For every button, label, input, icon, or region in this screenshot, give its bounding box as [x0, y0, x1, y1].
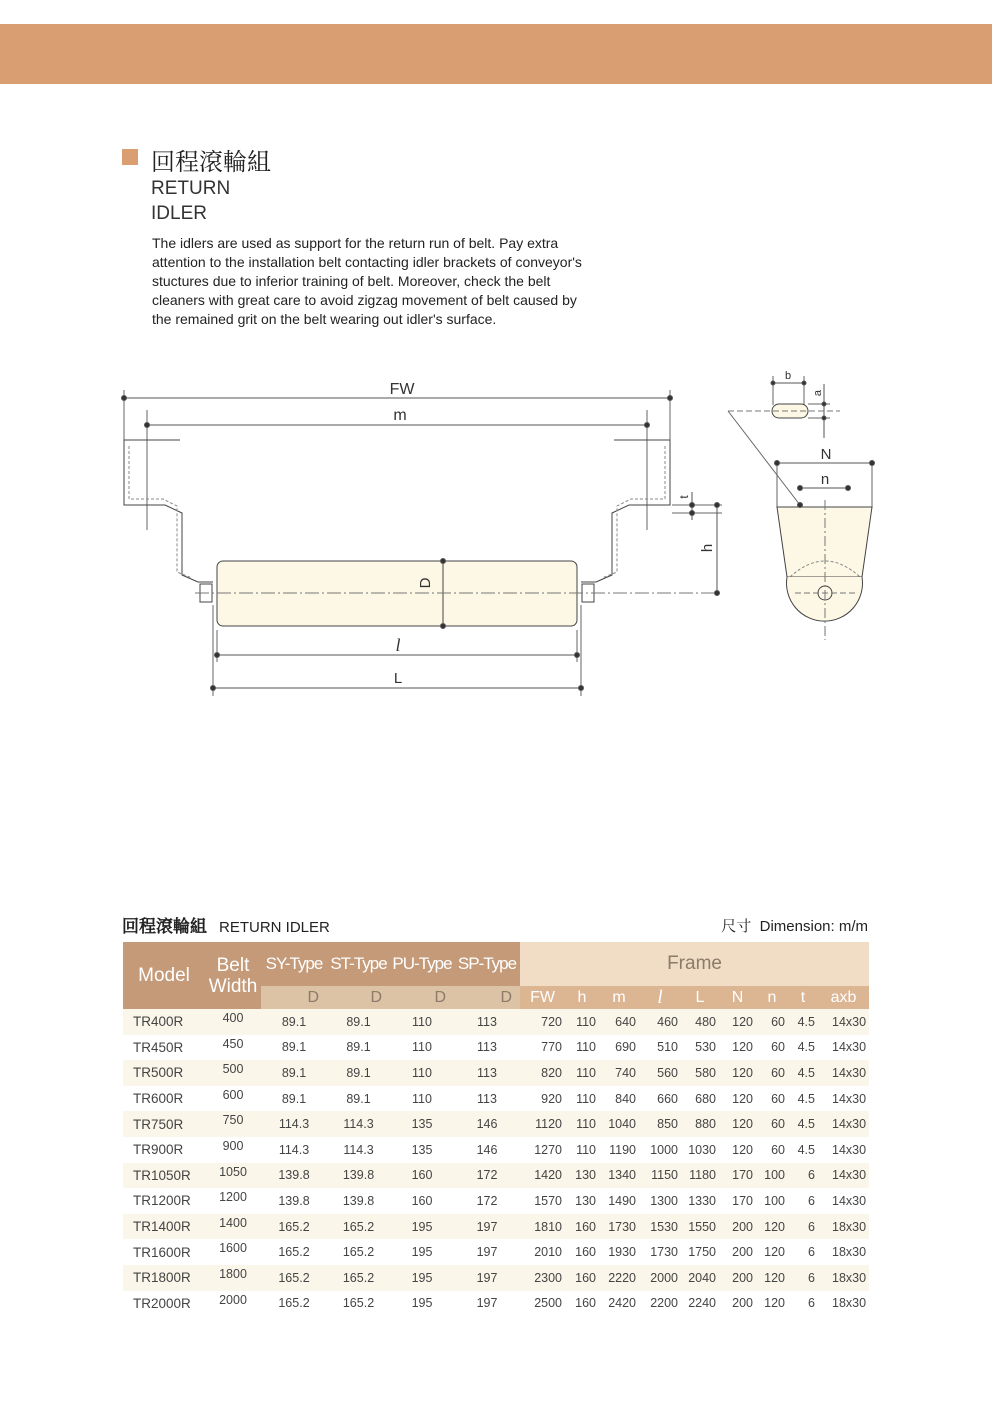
- cell-L: 1550: [681, 1214, 719, 1240]
- cell-l: 1000: [639, 1137, 681, 1163]
- cell-t: 4.5: [788, 1009, 818, 1035]
- cell-N: 170: [719, 1188, 756, 1214]
- cell-l: 1150: [639, 1163, 681, 1189]
- cell-sp-d: 146: [454, 1137, 520, 1163]
- top-accent-bar: [0, 24, 992, 84]
- cell-h: 130: [565, 1188, 599, 1214]
- cell-l: 2200: [639, 1291, 681, 1317]
- header-belt-line1: Belt: [216, 954, 250, 976]
- cell-axb: 14x30: [818, 1060, 869, 1086]
- label-N: N: [820, 446, 832, 463]
- cell-n: 100: [756, 1188, 788, 1214]
- cell-N: 120: [719, 1060, 756, 1086]
- cell-n: 120: [756, 1214, 788, 1240]
- cell-L: 1180: [681, 1163, 719, 1189]
- header-sp-d: D: [454, 986, 520, 1009]
- cell-h: 130: [565, 1163, 599, 1189]
- cell-N: 200: [719, 1265, 756, 1291]
- cell-sy-d: 89.1: [261, 1035, 327, 1061]
- cell-sy-d: 165.2: [261, 1291, 327, 1317]
- cell-h: 160: [565, 1265, 599, 1291]
- cell-belt-width: 450: [205, 1035, 261, 1061]
- cell-h: 110: [565, 1035, 599, 1061]
- cell-n: 60: [756, 1111, 788, 1137]
- cell-axb: 14x30: [818, 1086, 869, 1112]
- table-caption-en: RETURN IDLER: [219, 919, 330, 936]
- cell-L: 2240: [681, 1291, 719, 1317]
- section-square-icon: [122, 149, 138, 165]
- section-title-en-line1: RETURN: [151, 178, 231, 199]
- cell-fw: 1120: [520, 1111, 565, 1137]
- cell-axb: 14x30: [818, 1137, 869, 1163]
- cell-model: TR1050R: [123, 1163, 205, 1189]
- section-description: [152, 234, 652, 329]
- cell-m: 690: [599, 1035, 639, 1061]
- cell-t: 6: [788, 1291, 818, 1317]
- cell-t: 6: [788, 1265, 818, 1291]
- cell-sy-d: 89.1: [261, 1060, 327, 1086]
- cell-N: 200: [719, 1291, 756, 1317]
- cell-sp-d: 113: [454, 1060, 520, 1086]
- cell-sp-d: 113: [454, 1086, 520, 1112]
- cell-n: 60: [756, 1086, 788, 1112]
- dimension-unit-en: Dimension: m/m: [759, 918, 868, 935]
- cell-model: TR450R: [123, 1035, 205, 1061]
- cell-m: 1930: [599, 1239, 639, 1265]
- table-row: [123, 1111, 869, 1137]
- cell-l: 560: [639, 1060, 681, 1086]
- header-st-type: ST-Type: [327, 942, 390, 986]
- cell-sy-d: 165.2: [261, 1265, 327, 1291]
- cell-N: 120: [719, 1137, 756, 1163]
- cell-sp-d: 113: [454, 1009, 520, 1035]
- cell-n: 120: [756, 1265, 788, 1291]
- header-frame-t: t: [788, 986, 818, 1009]
- cell-m: 640: [599, 1009, 639, 1035]
- cell-L: 1750: [681, 1239, 719, 1265]
- cell-belt-width: 1050: [205, 1163, 261, 1189]
- label-m: m: [393, 407, 407, 424]
- cell-L: 480: [681, 1009, 719, 1035]
- cell-st-d: 114.3: [327, 1137, 390, 1163]
- cell-m: 840: [599, 1086, 639, 1112]
- cell-N: 120: [719, 1086, 756, 1112]
- cell-pu-d: 195: [390, 1265, 454, 1291]
- table-row: [123, 1009, 869, 1035]
- cell-h: 160: [565, 1239, 599, 1265]
- cell-t: 6: [788, 1214, 818, 1240]
- header-frame-m: m: [599, 986, 639, 1009]
- cell-n: 120: [756, 1291, 788, 1317]
- cell-n: 60: [756, 1137, 788, 1163]
- cell-belt-width: 1200: [205, 1188, 261, 1214]
- cell-belt-width: 1600: [205, 1239, 261, 1265]
- cell-pu-d: 110: [390, 1035, 454, 1061]
- cell-n: 120: [756, 1239, 788, 1265]
- cell-n: 100: [756, 1163, 788, 1189]
- cell-fw: 1570: [520, 1188, 565, 1214]
- cell-h: 160: [565, 1214, 599, 1240]
- cell-belt-width: 1400: [205, 1214, 261, 1240]
- cell-fw: 1810: [520, 1214, 565, 1240]
- cell-fw: 720: [520, 1009, 565, 1035]
- cell-pu-d: 110: [390, 1060, 454, 1086]
- cell-N: 200: [719, 1239, 756, 1265]
- cell-sy-d: 114.3: [261, 1137, 327, 1163]
- cell-sy-d: 139.8: [261, 1163, 327, 1189]
- cell-st-d: 89.1: [327, 1009, 390, 1035]
- table-row: [123, 1291, 869, 1317]
- label-h: h: [699, 543, 716, 553]
- cell-h: 160: [565, 1291, 599, 1317]
- cell-l: 510: [639, 1035, 681, 1061]
- cell-m: 1040: [599, 1111, 639, 1137]
- cell-t: 4.5: [788, 1137, 818, 1163]
- cell-fw: 770: [520, 1035, 565, 1061]
- cell-sp-d: 197: [454, 1291, 520, 1317]
- cell-t: 4.5: [788, 1111, 818, 1137]
- cell-axb: 18x30: [818, 1265, 869, 1291]
- cell-L: 1030: [681, 1137, 719, 1163]
- cell-L: 880: [681, 1111, 719, 1137]
- cell-axb: 14x30: [818, 1009, 869, 1035]
- cell-n: 60: [756, 1060, 788, 1086]
- cell-belt-width: 500: [205, 1060, 261, 1086]
- description-line: attention to the installation belt contacting idler brackets of conveyor's: [152, 254, 582, 270]
- cell-model: TR600R: [123, 1086, 205, 1112]
- cell-model: TR400R: [123, 1009, 205, 1035]
- header-belt-line2: Width: [208, 975, 258, 997]
- table-row: [123, 1035, 869, 1061]
- table-row: [123, 1265, 869, 1291]
- header-sy-d: D: [261, 986, 327, 1009]
- label-D: D: [417, 577, 434, 589]
- header-frame-FW: FW: [520, 986, 565, 1009]
- cell-model: TR900R: [123, 1137, 205, 1163]
- header-frame: Frame: [520, 942, 869, 986]
- header-model: Model: [123, 942, 205, 1009]
- header-frame-L: L: [681, 986, 719, 1009]
- cell-n: 60: [756, 1035, 788, 1061]
- cell-N: 170: [719, 1163, 756, 1189]
- cell-l: 1730: [639, 1239, 681, 1265]
- section-title-zh: 回程滾輪組: [151, 148, 271, 176]
- cell-m: 1490: [599, 1188, 639, 1214]
- cell-fw: 2500: [520, 1291, 565, 1317]
- return-idler-drawing: [0, 360, 992, 710]
- table-row: [123, 1188, 869, 1214]
- header-sy-type: SY-Type: [261, 942, 327, 986]
- cell-sp-d: 197: [454, 1239, 520, 1265]
- spec-table-body: [123, 1009, 869, 1316]
- cell-pu-d: 160: [390, 1188, 454, 1214]
- cell-t: 6: [788, 1239, 818, 1265]
- header-pu-type: PU-Type: [390, 942, 454, 986]
- cell-belt-width: 750: [205, 1111, 261, 1137]
- cell-axb: 18x30: [818, 1291, 869, 1317]
- cell-pu-d: 135: [390, 1111, 454, 1137]
- cell-fw: 2010: [520, 1239, 565, 1265]
- cell-model: TR500R: [123, 1060, 205, 1086]
- table-caption-zh: 回程滾輪組: [122, 917, 207, 937]
- cell-st-d: 165.2: [327, 1214, 390, 1240]
- cell-h: 110: [565, 1009, 599, 1035]
- cell-sp-d: 172: [454, 1188, 520, 1214]
- cell-pu-d: 195: [390, 1291, 454, 1317]
- cell-t: 4.5: [788, 1086, 818, 1112]
- table-row: [123, 1060, 869, 1086]
- table-row: [123, 1137, 869, 1163]
- cell-l: 1300: [639, 1188, 681, 1214]
- cell-sy-d: 114.3: [261, 1111, 327, 1137]
- header-frame-h: h: [565, 986, 599, 1009]
- cell-t: 4.5: [788, 1035, 818, 1061]
- cell-axb: 14x30: [818, 1163, 869, 1189]
- label-L: L: [393, 670, 403, 687]
- cell-L: 680: [681, 1086, 719, 1112]
- table-row: [123, 1086, 869, 1112]
- cell-model: TR1600R: [123, 1239, 205, 1265]
- cell-st-d: 139.8: [327, 1188, 390, 1214]
- header-frame-n: n: [756, 986, 788, 1009]
- cell-pu-d: 110: [390, 1086, 454, 1112]
- label-t: t: [677, 495, 691, 499]
- cell-fw: 920: [520, 1086, 565, 1112]
- cell-axb: 14x30: [818, 1111, 869, 1137]
- table-row: [123, 1163, 869, 1189]
- cell-st-d: 165.2: [327, 1265, 390, 1291]
- cell-axb: 18x30: [818, 1239, 869, 1265]
- cell-sp-d: 146: [454, 1111, 520, 1137]
- label-a: a: [812, 389, 824, 397]
- cell-st-d: 165.2: [327, 1291, 390, 1317]
- dimension-unit-zh: 尺寸: [721, 917, 752, 935]
- section-title-en: [151, 176, 230, 226]
- cell-belt-width: 2000: [205, 1291, 261, 1317]
- cell-sp-d: 197: [454, 1265, 520, 1291]
- cell-belt-width: 900: [205, 1137, 261, 1163]
- cell-N: 200: [719, 1214, 756, 1240]
- cell-l: 1530: [639, 1214, 681, 1240]
- description-line: stuctures due to inferior training of belt. Moreover, check the belt: [152, 273, 551, 289]
- cell-sp-d: 113: [454, 1035, 520, 1061]
- header-frame-N: N: [719, 986, 756, 1009]
- cell-fw: 820: [520, 1060, 565, 1086]
- cell-belt-width: 400: [205, 1009, 261, 1035]
- return-idler-spec-table: [123, 942, 869, 1316]
- cell-st-d: 89.1: [327, 1086, 390, 1112]
- cell-sp-d: 197: [454, 1214, 520, 1240]
- cell-h: 110: [565, 1086, 599, 1112]
- dimension-unit: [721, 915, 868, 936]
- cell-t: 6: [788, 1188, 818, 1214]
- cell-pu-d: 195: [390, 1239, 454, 1265]
- cell-axb: 18x30: [818, 1214, 869, 1240]
- cell-model: TR1200R: [123, 1188, 205, 1214]
- cell-l: 850: [639, 1111, 681, 1137]
- cell-model: TR1800R: [123, 1265, 205, 1291]
- cell-fw: 1420: [520, 1163, 565, 1189]
- header-st-d: D: [327, 986, 390, 1009]
- cell-sp-d: 172: [454, 1163, 520, 1189]
- cell-sy-d: 165.2: [261, 1214, 327, 1240]
- cell-t: 4.5: [788, 1060, 818, 1086]
- cell-st-d: 89.1: [327, 1035, 390, 1061]
- header-belt-width: [205, 942, 261, 1009]
- cell-L: 580: [681, 1060, 719, 1086]
- cell-n: 60: [756, 1009, 788, 1035]
- cell-pu-d: 195: [390, 1214, 454, 1240]
- cell-belt-width: 600: [205, 1086, 261, 1112]
- cell-fw: 2300: [520, 1265, 565, 1291]
- header-frame-l: l: [639, 986, 681, 1009]
- cell-N: 120: [719, 1111, 756, 1137]
- cell-fw: 1270: [520, 1137, 565, 1163]
- table-row: [123, 1239, 869, 1265]
- section-title-en-line2: IDLER: [151, 203, 207, 224]
- table-row: [123, 1214, 869, 1240]
- cell-L: 530: [681, 1035, 719, 1061]
- cell-st-d: 114.3: [327, 1111, 390, 1137]
- cell-axb: 14x30: [818, 1035, 869, 1061]
- cell-m: 1340: [599, 1163, 639, 1189]
- label-l: l: [395, 635, 401, 655]
- cell-pu-d: 135: [390, 1137, 454, 1163]
- cell-h: 110: [565, 1111, 599, 1137]
- cell-m: 2420: [599, 1291, 639, 1317]
- label-n: n: [820, 471, 830, 488]
- cell-N: 120: [719, 1009, 756, 1035]
- cell-m: 1730: [599, 1214, 639, 1240]
- cell-model: TR1400R: [123, 1214, 205, 1240]
- description-line: cleaners with great care to avoid zigzag movement of belt caused by: [152, 292, 577, 308]
- cell-m: 1190: [599, 1137, 639, 1163]
- cell-sy-d: 89.1: [261, 1086, 327, 1112]
- cell-sy-d: 165.2: [261, 1239, 327, 1265]
- cell-L: 2040: [681, 1265, 719, 1291]
- header-frame-axb: axb: [818, 986, 869, 1009]
- table-caption: [122, 912, 330, 937]
- cell-sy-d: 89.1: [261, 1009, 327, 1035]
- description-line: The idlers are used as support for the return run of belt. Pay extra: [152, 235, 559, 251]
- cell-pu-d: 160: [390, 1163, 454, 1189]
- cell-N: 120: [719, 1035, 756, 1061]
- cell-axb: 14x30: [818, 1188, 869, 1214]
- cell-pu-d: 110: [390, 1009, 454, 1035]
- cell-st-d: 89.1: [327, 1060, 390, 1086]
- label-b: b: [784, 370, 792, 382]
- cell-sy-d: 139.8: [261, 1188, 327, 1214]
- cell-m: 740: [599, 1060, 639, 1086]
- cell-t: 6: [788, 1163, 818, 1189]
- cell-h: 110: [565, 1137, 599, 1163]
- cell-st-d: 139.8: [327, 1163, 390, 1189]
- header-sp-type: SP-Type: [454, 942, 520, 986]
- description-line: the remained grit on the belt wearing out idler's surface.: [152, 311, 497, 327]
- cell-l: 460: [639, 1009, 681, 1035]
- cell-model: TR750R: [123, 1111, 205, 1137]
- cell-belt-width: 1800: [205, 1265, 261, 1291]
- cell-l: 2000: [639, 1265, 681, 1291]
- cell-l: 660: [639, 1086, 681, 1112]
- cell-st-d: 165.2: [327, 1239, 390, 1265]
- cell-m: 2220: [599, 1265, 639, 1291]
- header-pu-d: D: [390, 986, 454, 1009]
- cell-L: 1330: [681, 1188, 719, 1214]
- cell-model: TR2000R: [123, 1291, 205, 1317]
- label-FW: FW: [389, 381, 415, 398]
- cell-h: 110: [565, 1060, 599, 1086]
